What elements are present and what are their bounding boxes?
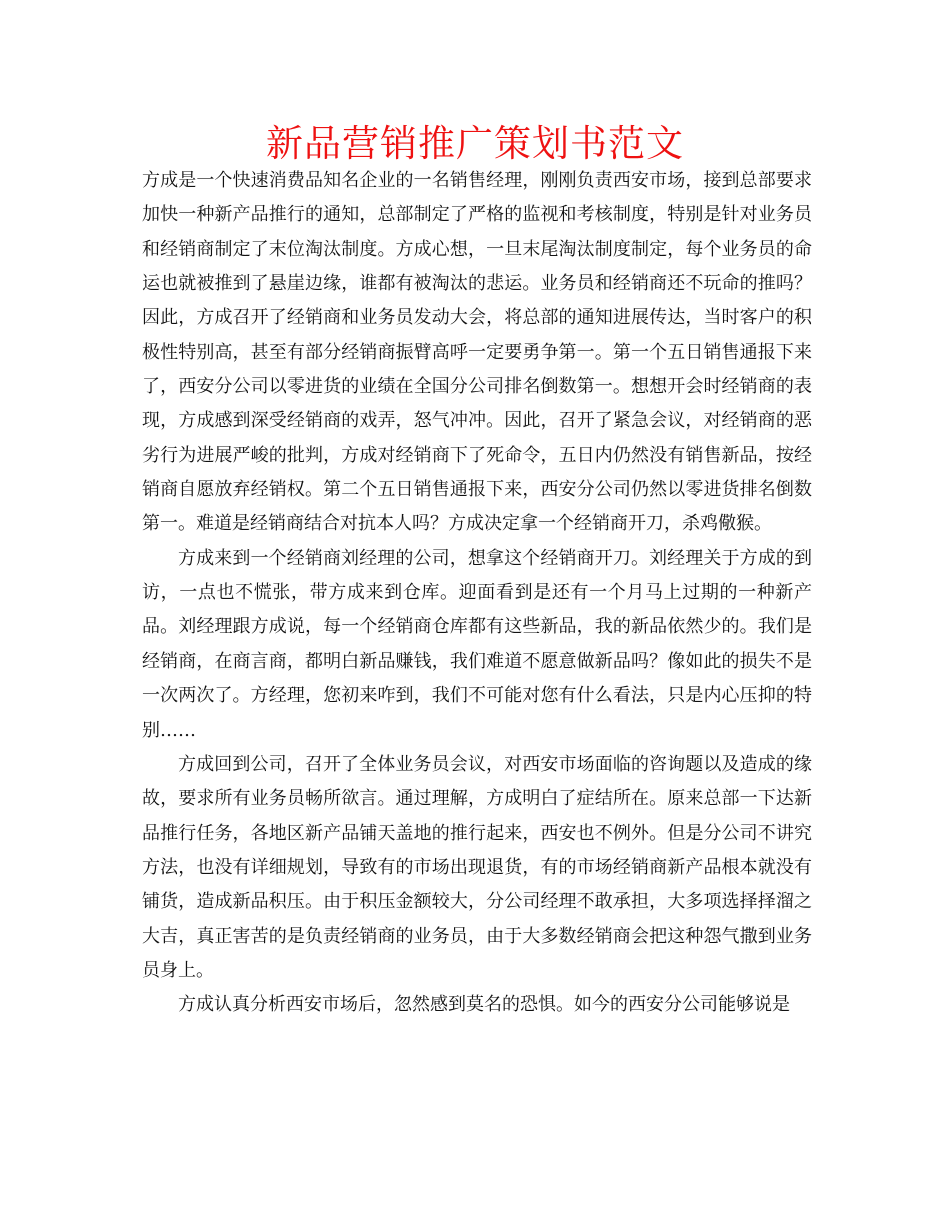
paragraph-4: 方成认真分析西安市场后，忽然感到莫名的恐惧。如今的西安分公司能够说是 (178, 994, 790, 1016)
paragraph-1: 方成是一个快速消费品知名企业的一名销售经理，刚刚负责西安市场，接到总部要求加快一种新产品推行的通知，总部制定了严格的监视和考核制度，特别是针对业务员和经销商制定了末位淘汰制度。方成心想，一旦末尾淘汰制度制定，每个业务员的命运也就被推到了悬崖边缘，谁都有被淘汰的悲运。业务员和经销商还不玩命的推吗？因此，方成召开了经销商和业务员发动大会，将总部的通知进展传达，当时客户的积极性特别高，甚至有部分经销商振臂高呼一定要勇争第一。第一个五日销售通报下来了，西安分公司以零进货的业绩在全国分公司排名倒数第一。想想开会时经销商的表现，方成感到深受经销商的戏弄，怒气冲冲。因此，召开了紧急会议，对经销商的恶劣行为进展严峻的批判，方成对经销商下了死命令，五日内仍然没有销售新品，按经销商自愿放弃经销权。第二个五日销售通报下来，西安分公司仍然以零进货排名倒数第一。难道是经销商结合对抗本人吗？方成决定拿一个经销商开刀，杀鸡儆猴。 (142, 170, 812, 535)
paragraph-2: 方成来到一个经销商刘经理的公司，想拿这个经销商开刀。刘经理关于方成的到访，一点也不慌张，带方成来到仓库。迎面看到是还有一个月马上过期的一种新产品。刘经理跟方成说，每一个经销商仓库都有这些新品，我的新品依然少的。我们是经销商，在商言商，都明白新品赚钱，我们难道不愿意做新品吗？像如此的损失不是一次两次了。方经理，您初来咋到，我们不可能对您有什么看法，只是内心压抑的特别…… (142, 547, 812, 741)
document-title: 新品营销推广策划书范文 (266, 122, 684, 165)
paragraph-3: 方成回到公司，召开了全体业务员会议，对西安市场面临的咨询题以及造成的缘故，要求所有业务员畅所欲言。通过理解，方成明白了症结所在。原来总部一下达新品推行任务，各地区新产品铺天盖地的推行起来，西安也不例外。但是分公司不讲究方法，也没有详细规划，导致有的市场出现退货，有的市场经销商新产品根本就没有铺货，造成新品积压。由于积压金额较大，分公司经理不敢承担，大多项选择择溜之大吉，真正害苦的是负责经销商的业务员，由于大多数经销商会把这种怨气撒到业务员身上。 (142, 753, 812, 981)
document-body (142, 164, 812, 1023)
